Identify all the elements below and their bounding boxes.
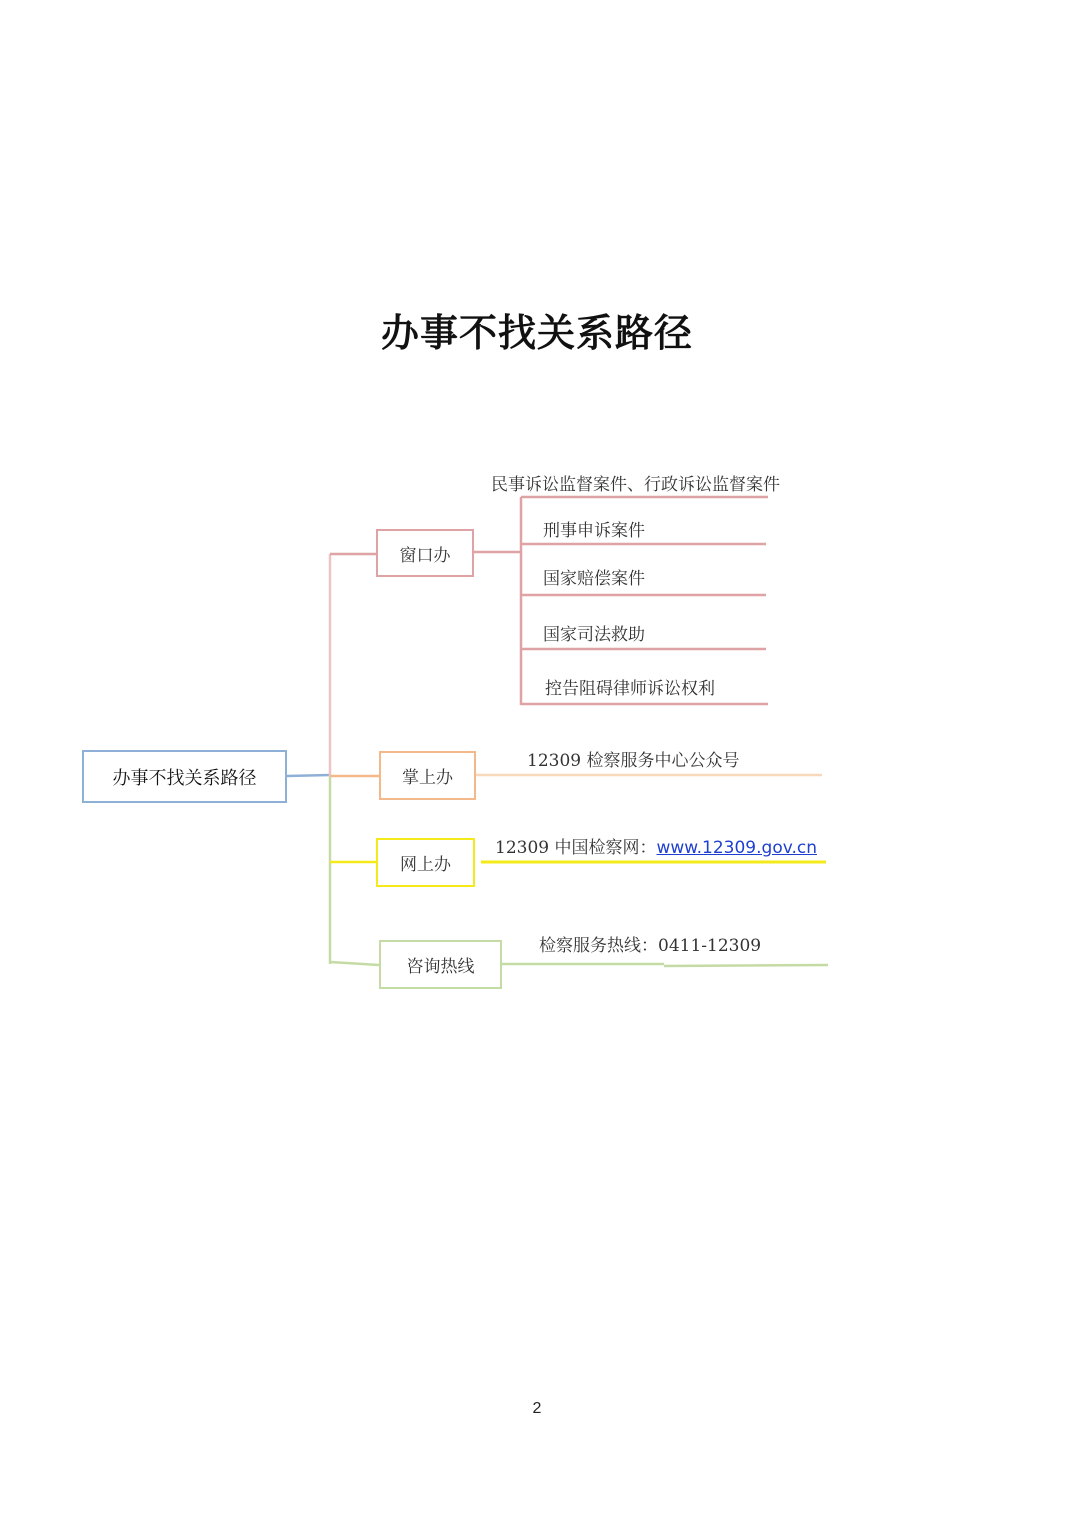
window-item-state-compensation: 国家赔偿案件 [543, 569, 645, 589]
branch-hotline-label: 咨询热线 [406, 957, 475, 977]
online-website-link[interactable]: www.12309.gov.cn [656, 838, 817, 858]
branch-window-label: 窗口办 [399, 545, 451, 566]
online-text-prefix: 12309 中国检察网： [495, 838, 657, 858]
branch-palm-label: 掌上办 [402, 768, 453, 788]
root-connector [287, 775, 330, 776]
root-label: 办事不找关系路径 [112, 767, 257, 789]
window-item-lawyer-rights: 控告阻碍律师诉讼权利 [545, 679, 715, 699]
window-item-civil-admin: 民事诉讼监督案件、行政诉讼监督案件 [491, 475, 780, 495]
hotline-text: 检察服务热线：0411-12309 [539, 936, 762, 956]
page-title: 办事不找关系路径 [380, 310, 693, 355]
branch-online-node [376, 838, 475, 887]
palm-text: 12309 检察服务中心公众号 [527, 751, 740, 771]
hotline-underline-b [664, 965, 828, 966]
branch-window-node [376, 529, 474, 577]
page-number: 2 [532, 1400, 542, 1417]
window-item-criminal-appeal: 刑事申诉案件 [543, 521, 645, 541]
branch-palm-node [379, 751, 476, 800]
branch-hotline-node [379, 940, 502, 989]
window-item-judicial-aid: 国家司法救助 [543, 625, 645, 645]
branch-online-label: 网上办 [400, 855, 451, 875]
root-node [82, 750, 287, 803]
online-text [495, 833, 817, 858]
branch-hotline-connector [330, 962, 379, 965]
